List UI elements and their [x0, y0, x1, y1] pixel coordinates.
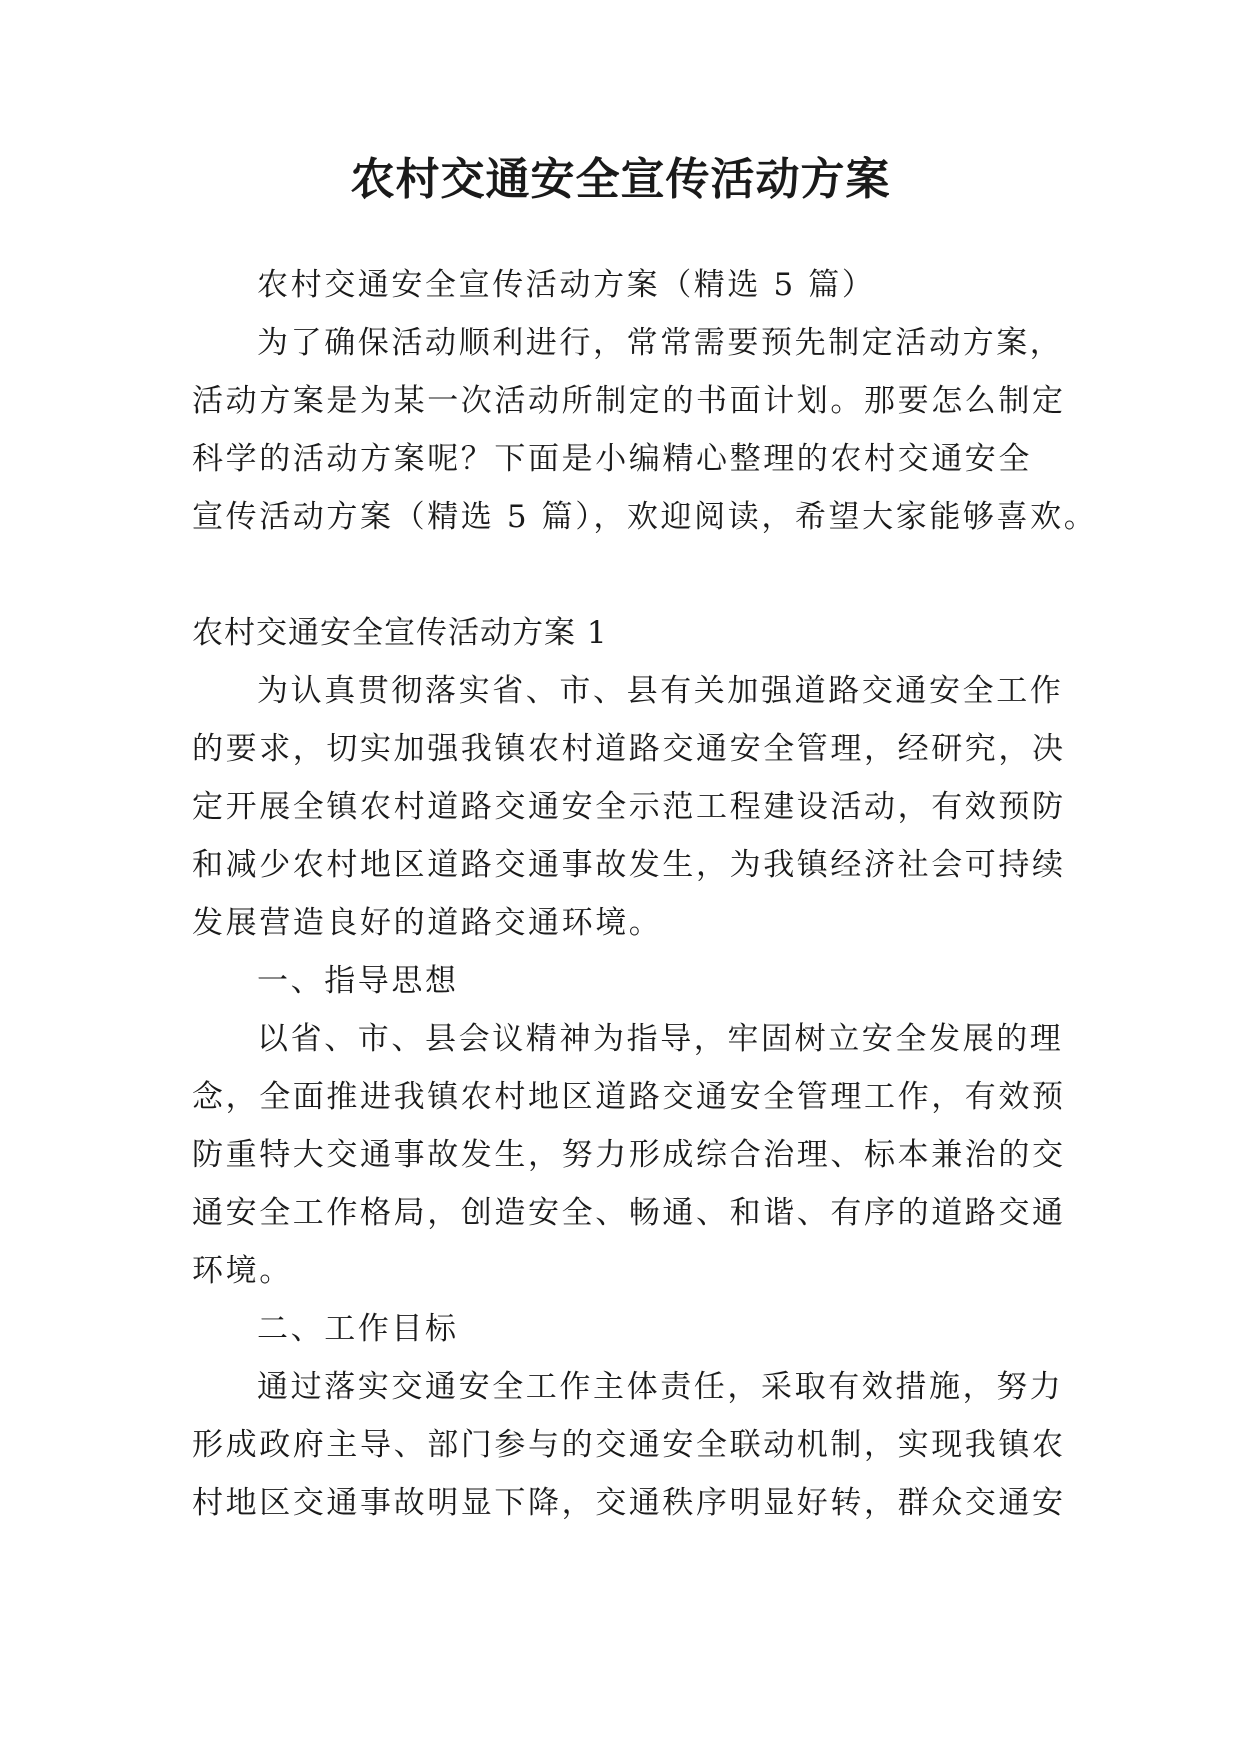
paragraph-line: 形成政府主导、部门参与的交通安全联动机制，实现我镇农 — [192, 1427, 1066, 1463]
paragraph-line: 定开展全镇农村道路交通安全示范工程建设活动，有效预防 — [192, 789, 1066, 825]
paragraph-line: 环境。 — [192, 1253, 293, 1289]
intro-line: 活动方案是为某一次活动所制定的书面计划。那要怎么制定 — [192, 383, 1066, 419]
paragraph-line: 为认真贯彻落实省、市、县有关加强道路交通安全工作 — [257, 673, 1064, 709]
paragraph-line: 村地区交通事故明显下降，交通秩序明显好转，群众交通安 — [192, 1485, 1066, 1521]
document-title: 农村交通安全宣传活动方案 — [350, 154, 891, 205]
paragraph-line: 以省、市、县会议精神为指导，牢固树立安全发展的理 — [257, 1021, 1064, 1057]
paragraph-line: 防重特大交通事故发生，努力形成综合治理、标本兼治的交 — [192, 1137, 1066, 1173]
intro-line: 宣传活动方案（精选 5 篇），欢迎阅读，希望大家能够喜欢。 — [192, 499, 1098, 535]
paragraph-line: 发展营造良好的道路交通环境。 — [192, 905, 663, 941]
subtitle-line: 农村交通安全宣传活动方案（精选 5 篇） — [257, 267, 876, 303]
paragraph-line: 的要求，切实加强我镇农村道路交通安全管理，经研究，决 — [192, 731, 1066, 767]
intro-line: 为了确保活动顺利进行，常常需要预先制定活动方案， — [257, 325, 1064, 361]
heading-work-goals: 二、工作目标 — [257, 1311, 459, 1347]
paragraph-line: 念，全面推进我镇农村地区道路交通安全管理工作，有效预 — [192, 1079, 1066, 1115]
intro-line: 科学的活动方案呢？下面是小编精心整理的农村交通安全 — [192, 441, 1032, 477]
paragraph-line: 通过落实交通安全工作主体责任，采取有效措施，努力 — [257, 1369, 1064, 1405]
section-title: 农村交通安全宣传活动方案 1 — [192, 615, 608, 651]
paragraph-line: 和减少农村地区道路交通事故发生，为我镇经济社会可持续 — [192, 847, 1066, 883]
document-body — [192, 256, 1098, 1532]
heading-guiding-ideology: 一、指导思想 — [257, 963, 459, 999]
paragraph-gap — [192, 546, 1062, 604]
paragraph-line: 通安全工作格局，创造安全、畅通、和谐、有序的道路交通 — [192, 1195, 1066, 1231]
